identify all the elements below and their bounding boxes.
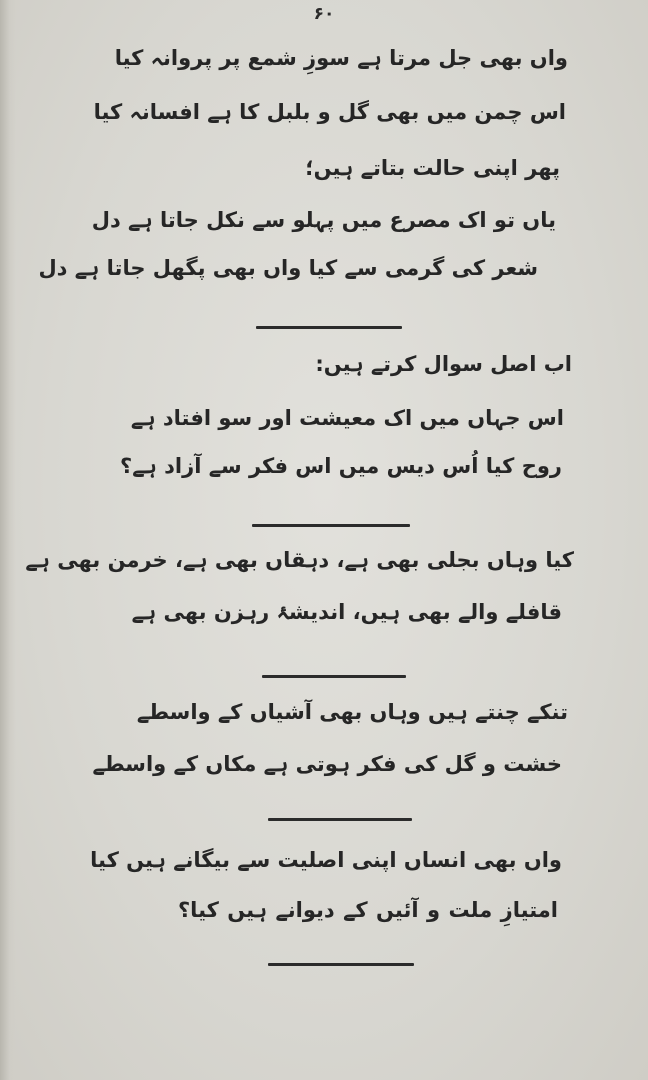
verse-line: خشت و گل کی فکر ہوتی ہے مکاں کے واسطے bbox=[92, 752, 562, 776]
verse-line: قافلے والے بھی ہیں، اندیشۂ رہزن بھی ہے bbox=[131, 600, 562, 624]
verse-line: امتیازِ ملت و آئیں کے دیوانے ہیں کیا؟ bbox=[178, 898, 558, 922]
verse-line: اس چمن میں بھی گل و بلبل کا ہے افسانہ کیا bbox=[93, 100, 566, 124]
verse-line: واں بھی انساں اپنی اصلیت سے بیگانے ہیں کیا bbox=[90, 848, 562, 872]
verse-line: واں بھی جل مرتا ہے سوزِ شمع پر پروانہ کیا bbox=[114, 46, 568, 70]
verse-line: کیا وہاں بجلی بھی ہے، دہقاں بھی ہے، خرمن بھی ہے bbox=[25, 548, 574, 572]
section-divider bbox=[252, 524, 410, 527]
section-divider bbox=[256, 326, 402, 329]
verse-line: شعر کی گرمی سے کیا واں بھی پگھل جاتا ہے دل bbox=[38, 256, 538, 280]
verse-line: اس جہاں میں اک معیشت اور سو افتاد ہے bbox=[130, 406, 564, 430]
verse-line: روح کیا اُس دیس میں اس فکر سے آزاد ہے؟ bbox=[120, 454, 562, 478]
prose-line: اب اصل سوال کرتے ہیں: bbox=[315, 352, 572, 376]
section-divider bbox=[268, 963, 414, 966]
page-binding-edge bbox=[0, 0, 16, 1080]
verse-line: یاں تو اک مصرع میں پہلو سے نکل جاتا ہے دل bbox=[91, 208, 556, 232]
section-divider bbox=[262, 675, 406, 678]
section-divider bbox=[268, 818, 412, 821]
page-number: ۶۰ bbox=[313, 4, 335, 24]
prose-line: پھر اپنی حالت بتاتے ہیں؛ bbox=[305, 156, 560, 180]
verse-line: تنکے چنتے ہیں وہاں بھی آشیاں کے واسطے bbox=[136, 700, 568, 724]
